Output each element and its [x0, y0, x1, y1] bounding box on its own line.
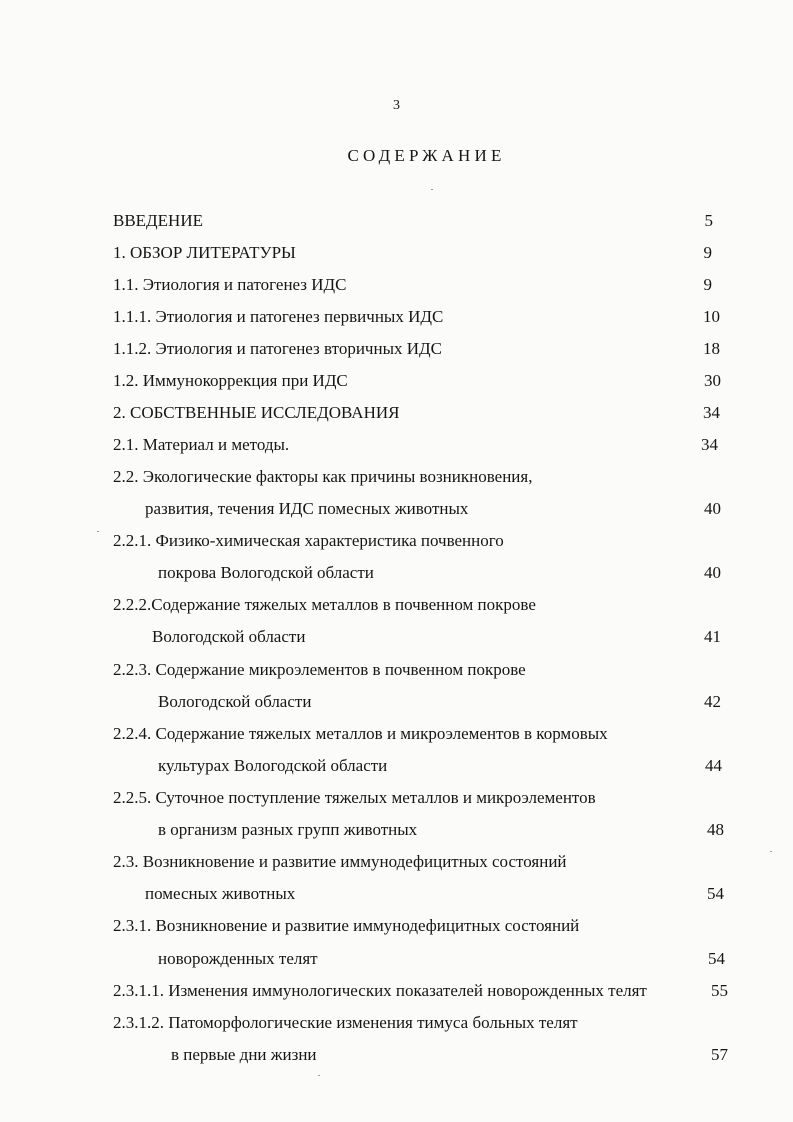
toc-entry-line: культурах Вологодской области: [158, 756, 388, 775]
toc-page-number: 55: [711, 981, 728, 1000]
toc-page-number: 9: [703, 275, 712, 294]
toc-entry-line: 2.2.3. Содержание микроэлементов в почвенном покрове: [113, 660, 526, 679]
scan-speck: [318, 1075, 320, 1076]
toc-page-number: 18: [703, 339, 720, 358]
toc-entry-line: 2.2.2.Содержание тяжелых металлов в почвенном покрове: [113, 595, 536, 614]
page-number: 3: [393, 98, 400, 113]
toc-entry-line: 1.2. Иммунокоррекция при ИДС: [113, 371, 348, 390]
toc-entry-line: 2.3.1.1. Изменения иммунологических показателей новорожденных телят: [113, 981, 647, 1000]
toc-entry-line: 1.1.1. Этиология и патогенез первичных ИДС: [113, 307, 444, 326]
toc-page-number: 42: [704, 692, 721, 711]
toc-page-number: 40: [704, 499, 721, 518]
toc-page-number: 54: [707, 884, 724, 903]
toc-entry-line: 2.2.1. Физико-химическая характеристика почвенного: [113, 531, 504, 550]
toc-entry-line: 2.1. Материал и методы.: [113, 435, 290, 454]
toc-entry-line: ВВЕДЕНИЕ: [113, 211, 203, 230]
toc-entry-line: развития, течения ИДС помесных животных: [145, 499, 469, 518]
toc-page-number: 57: [711, 1045, 728, 1064]
toc-page-number: 9: [703, 243, 712, 262]
toc-entry-line: 2.3. Возникновение и развитие иммунодефицитных состояний: [113, 852, 567, 871]
toc-entry-line: 2.3.1. Возникновение и развитие иммунодефицитных состояний: [113, 916, 580, 935]
toc-page-number: 34: [703, 403, 720, 422]
toc-page-number: 44: [705, 756, 722, 775]
toc-entry-line: помесных животных: [145, 884, 296, 903]
toc-entry-line: Вологодской области: [158, 692, 312, 711]
scan-speck: [431, 189, 433, 190]
toc-page-number: 41: [704, 627, 721, 646]
toc-entry-line: 1. ОБЗОР ЛИТЕРАТУРЫ: [113, 243, 296, 262]
toc-entry-line: покрова Вологодской области: [158, 563, 374, 582]
toc-entry-line: в первые дни жизни: [171, 1045, 317, 1064]
toc-entry-line: 2.3.1.2. Патоморфологические изменения тимуса больных телят: [113, 1013, 578, 1032]
scan-speck: [97, 531, 99, 532]
scan-speck: [770, 851, 772, 852]
toc-page-number: 5: [704, 211, 713, 230]
toc-page-number: 54: [708, 949, 725, 968]
toc-entry-line: 1.1. Этиология и патогенез ИДС: [113, 275, 347, 294]
toc-page-number: 48: [707, 820, 724, 839]
toc-entry-line: 2.2.4. Содержание тяжелых металлов и микроэлементов в кормовых: [113, 724, 608, 743]
toc-entry-line: 2.2.5. Суточное поступление тяжелых металлов и микроэлементов: [113, 788, 596, 807]
toc-entry-line: Вологодской области: [152, 627, 306, 646]
toc-page-number: 40: [704, 563, 721, 582]
toc-entry-line: 1.1.2. Этиология и патогенез вторичных ИДС: [113, 339, 442, 358]
toc-entry-line: новорожденных телят: [158, 949, 318, 968]
toc-page-number: 10: [703, 307, 720, 326]
toc-entry-line: 2. СОБСТВЕННЫЕ ИССЛЕДОВАНИЯ: [113, 403, 400, 422]
toc-entry-line: в организм разных групп животных: [158, 820, 418, 839]
toc-page-number: 34: [701, 435, 718, 454]
toc-title: СОДЕРЖАНИЕ: [347, 146, 506, 165]
toc-entry-line: 2.2. Экологические факторы как причины возникновения,: [113, 467, 533, 486]
toc-page-number: 30: [704, 371, 721, 390]
